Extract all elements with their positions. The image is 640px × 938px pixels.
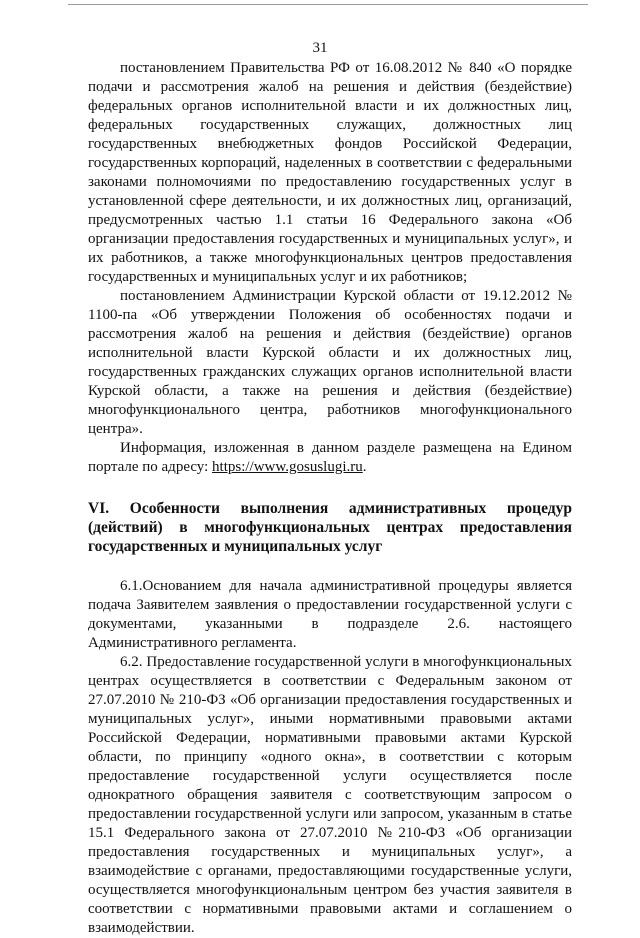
section-heading: VI. Особенности выполнения административных процедур (действий) в многофункциональных центрах предоставления государственных и муниципальных услуг [88, 500, 572, 555]
gosuslugi-link[interactable]: https://www.gosuslugi.ru [212, 459, 363, 475]
page-number: 31 [312, 40, 328, 56]
paragraph-kursk-decree-1100: постановлением Администрации Курской области от 19.12.2012 № 1100-па «Об утверждении Положения об особенностях подачи и рассмотрения жалоб на решения и действия (бездействие) органов исполнительной власти Курской области и их должностных лиц, государственных гражданских служащих органов исполнительной власти Курской области, а также на решения и действия (бездействие) многофункционального центра, работников многофункционального центра». [88, 288, 572, 437]
paragraph-government-decree-840: постановлением Правительства РФ от 16.08.2012 № 840 «О порядке подачи и рассмотрения жалоб на решения и действия (бездействие) федеральных органов исполнительной власти и их должностных лиц, федеральных государственных служащих, должностных лиц государственных внебюджетных фондов Российской Федерации, государственных корпораций, наделенных в соответствии с федеральными законами полномочиями по предоставлению государственных услуг в установленной сфере деятельности, и их должностных лиц, организаций, предусмотренных частью 1.1 статьи 16 Федерального закона «Об организации предоставления государственных и муниципальных услуг», и их работников, а также многофункциональных центров предоставления государственных и муниципальных услуг и их работников; [88, 60, 572, 285]
portal-info-end: . [362, 459, 367, 475]
document-body [88, 59, 572, 938]
portal-info-text: Информация, изложенная в данном разделе размещена на Едином портале по адресу: [88, 440, 572, 475]
paragraph-6-2: 6.2. Предоставление государственной услуги в многофункциональных центрах осуществляется в соответствии с Федеральным законом от 27.07.2010 № 210-ФЗ «Об организации предоставления государственных и муниципальных услуг», иными нормативными правовыми актами Российской Федерации, нормативными правовыми актами Курской области, по принципу «одного окна», в соответствии с которым предоставление государственной услуги осуществляется после однократного обращения заявителя с соответствующим запросом о предоставлении государственной услуги или запросом, указанным в статье 15.1 Федерального закона от 27.07.2010 №210-ФЗ «Об организации предоставления государственных и муниципальных услуг», а взаимодействие с органами, предоставляющими государственные услуги, осуществляется многофункциональным центром без участия заявителя в соответствии с нормативными правовыми актами и соглашением о взаимодействии. [88, 654, 572, 936]
top-border-line [68, 4, 588, 5]
paragraph-6-1: 6.1.Основанием для начала административной процедуры является подача Заявителем заявления о предоставлении государственной услуги с документами, указанными в подразделе 2.6. настоящего Административного регламента. [88, 578, 572, 651]
paragraph-portal-info [88, 439, 572, 477]
spacer [88, 556, 572, 577]
spacer [88, 477, 572, 499]
